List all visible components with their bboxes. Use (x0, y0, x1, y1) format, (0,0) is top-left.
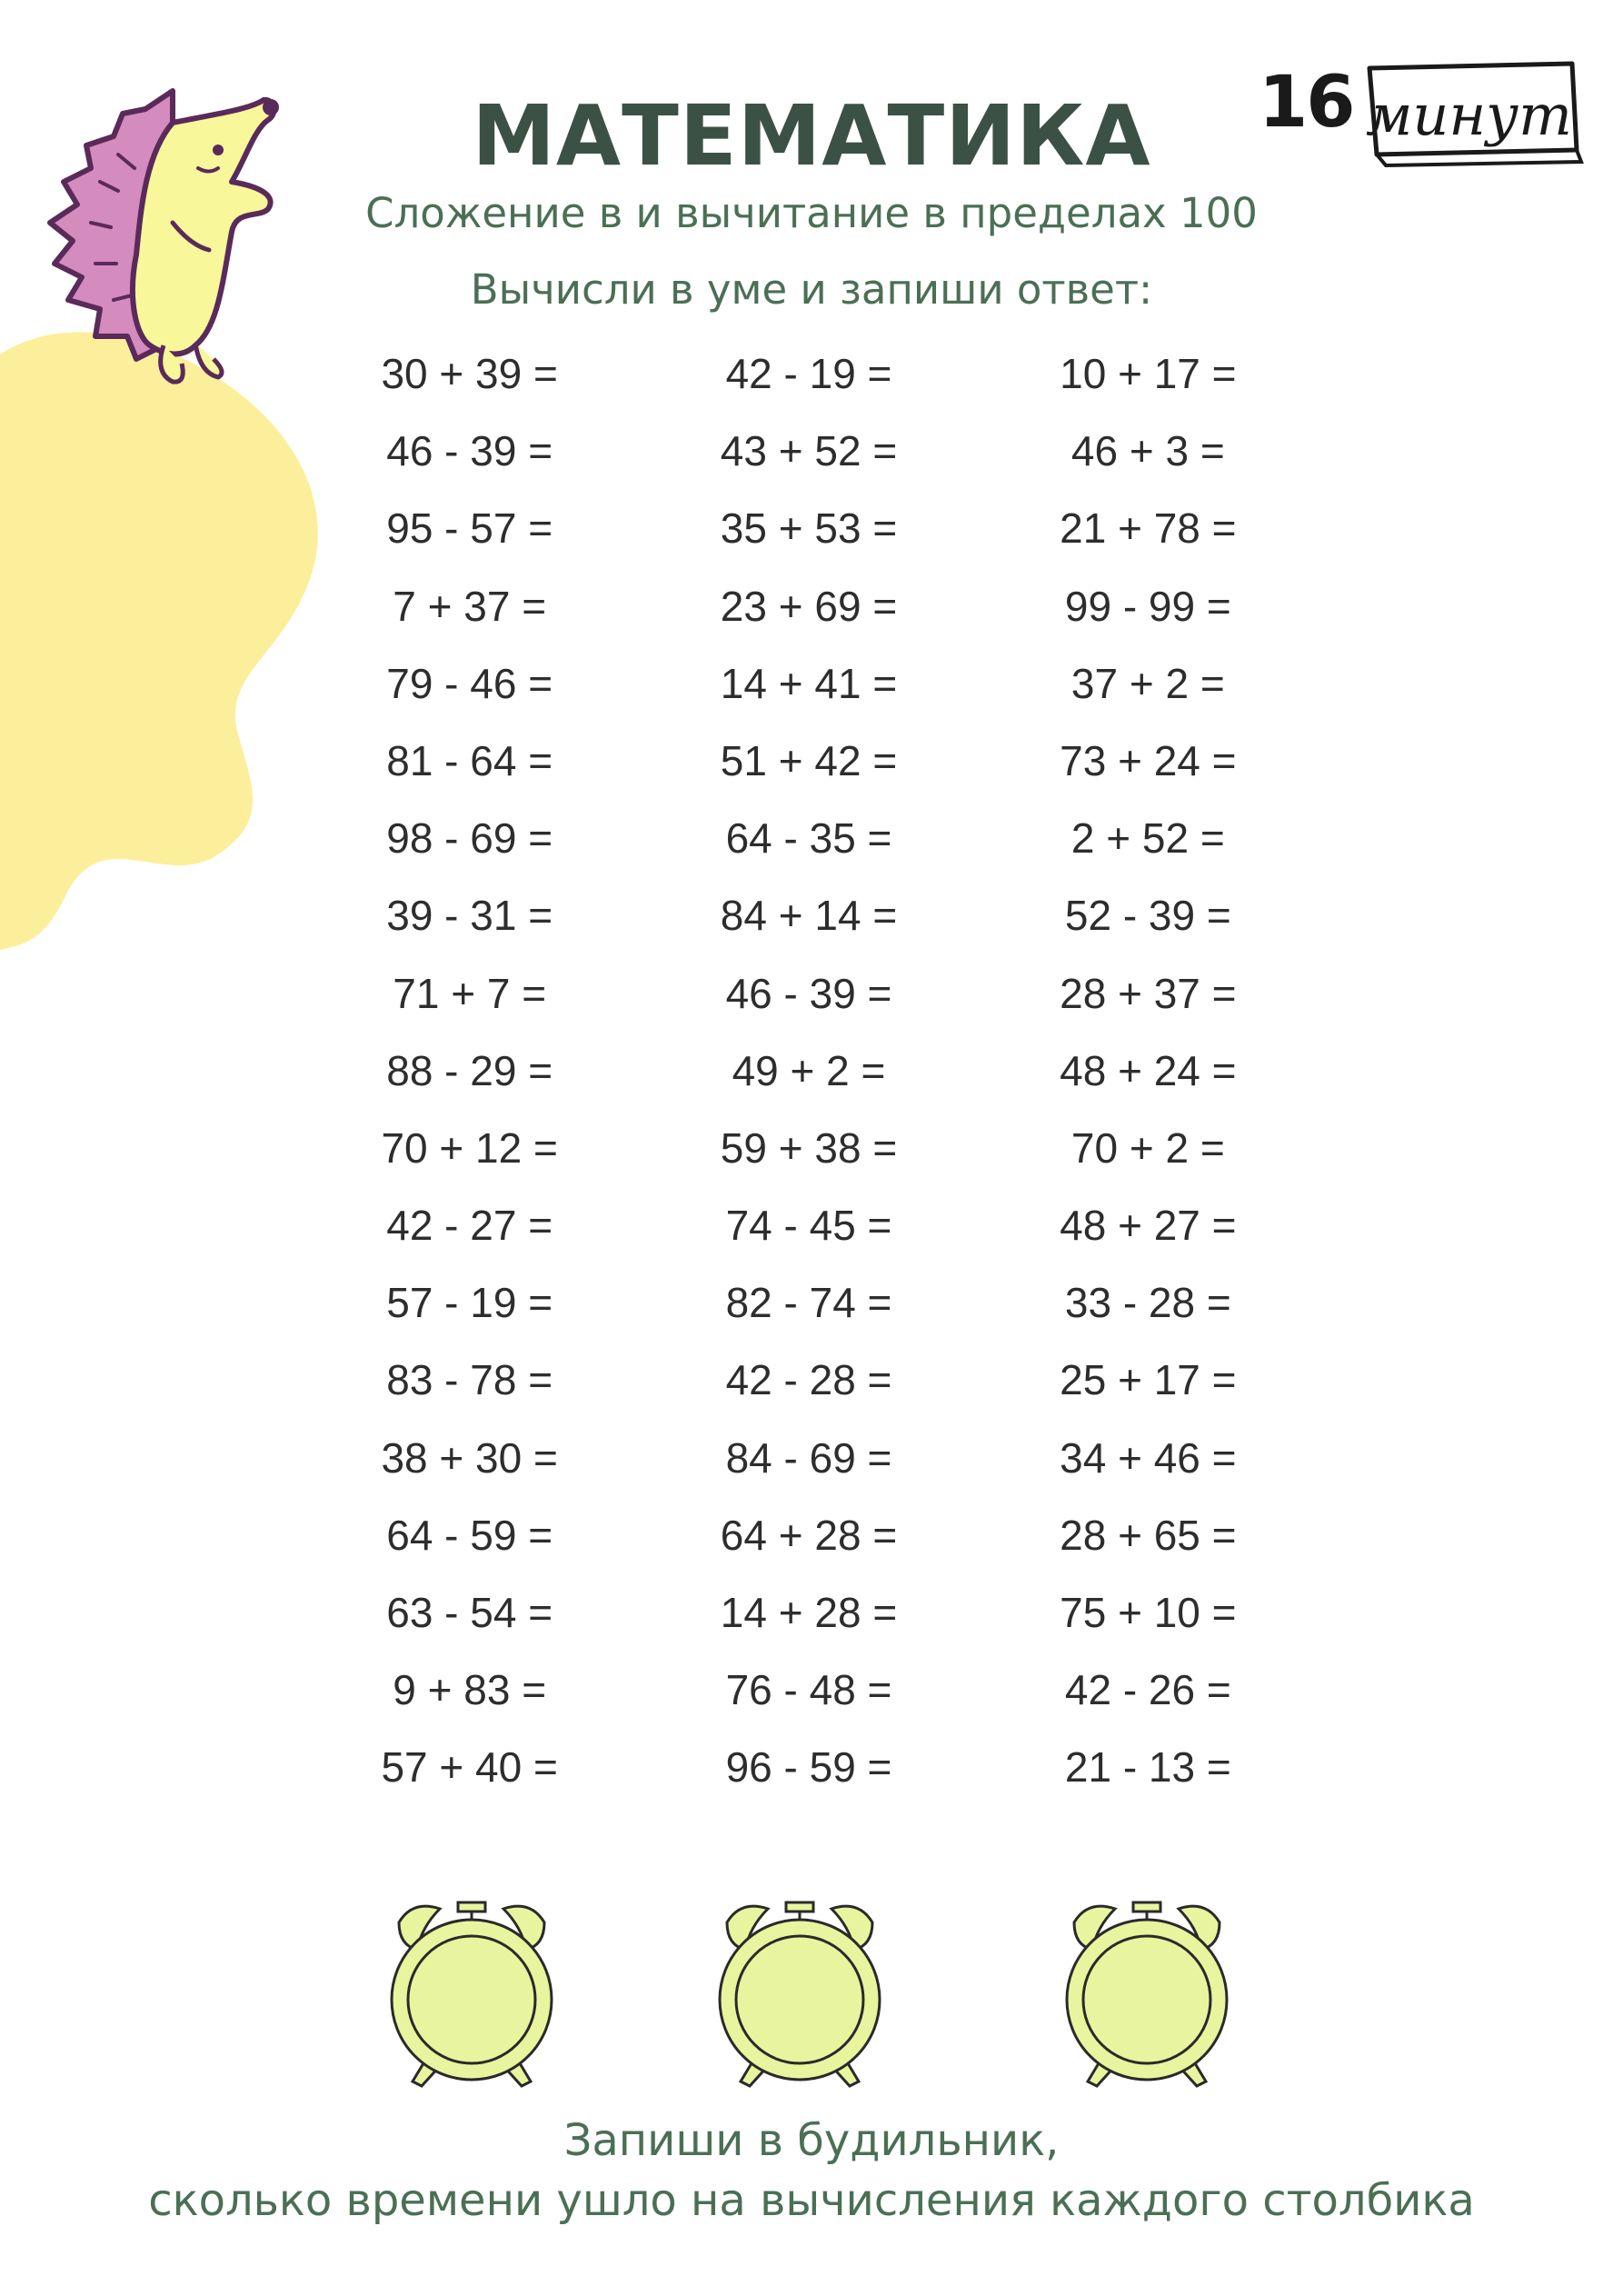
footer-instruction (0, 2111, 1623, 2231)
alarm-clock-icon (381, 1895, 563, 2095)
math-problem: 64 + 28 = (720, 1511, 898, 1559)
alarm-clocks-row (0, 1895, 1623, 2095)
math-problem: 46 - 39 = (725, 969, 892, 1017)
math-problem: 98 - 69 = (386, 814, 553, 863)
alarm-clock-icon (1056, 1895, 1238, 2095)
math-problem: 59 + 38 = (720, 1123, 898, 1172)
math-problem: 84 + 14 = (720, 892, 898, 940)
math-problem: 74 - 45 = (725, 1202, 892, 1250)
math-problem: 21 + 78 = (1060, 504, 1237, 553)
math-problem: 83 - 78 = (386, 1356, 553, 1404)
math-problem: 57 - 19 = (386, 1279, 553, 1327)
math-problem: 42 - 27 = (386, 1202, 553, 1250)
page-subtitle: Сложение в и вычитание в пределах 100 (365, 189, 1258, 237)
math-problem: 46 + 3 = (1070, 427, 1225, 475)
alarm-clock-icon (709, 1895, 891, 2095)
math-problem: 25 + 17 = (1060, 1356, 1237, 1404)
logo-number: 16 (1259, 62, 1354, 144)
math-problem: 52 - 39 = (1064, 892, 1231, 940)
math-problem: 39 - 31 = (386, 892, 553, 940)
math-problem: 96 - 59 = (725, 1743, 892, 1792)
math-problem: 37 + 2 = (1070, 659, 1225, 707)
math-problem: 48 + 24 = (1060, 1046, 1237, 1094)
math-problem: 99 - 99 = (1064, 582, 1231, 630)
math-problem: 9 + 83 = (393, 1666, 547, 1714)
math-problem: 42 - 28 = (725, 1356, 892, 1404)
math-problem: 73 + 24 = (1060, 736, 1237, 784)
math-problem: 57 + 40 = (381, 1743, 558, 1792)
math-problem: 14 + 41 = (720, 659, 898, 707)
math-problem: 30 + 39 = (381, 350, 558, 397)
math-problem: 7 + 37 = (393, 582, 547, 630)
math-problem: 82 - 74 = (725, 1279, 892, 1327)
math-problem: 84 - 69 = (725, 1433, 892, 1482)
math-problem: 95 - 57 = (386, 504, 553, 553)
math-problem: 10 + 17 = (1060, 350, 1237, 397)
instruction-text: Вычисли в уме и запиши ответ: (470, 265, 1153, 314)
math-problem: 64 - 35 = (725, 814, 892, 863)
math-problem: 21 - 13 = (1064, 1743, 1231, 1792)
math-problem: 42 - 26 = (1064, 1666, 1231, 1714)
math-problem: 70 + 12 = (381, 1123, 558, 1172)
math-problem: 23 + 69 = (720, 582, 898, 630)
logo-word: минут (1366, 82, 1572, 148)
math-problem: 76 - 48 = (725, 1666, 892, 1714)
math-problem: 2 + 52 = (1070, 814, 1225, 863)
math-problem: 70 + 2 = (1070, 1123, 1225, 1172)
math-problem: 48 + 27 = (1060, 1202, 1237, 1250)
math-problem: 43 + 52 = (720, 427, 898, 475)
math-problem: 42 - 19 = (725, 350, 892, 397)
footer-line-1: Запиши в будильник, (563, 2115, 1060, 2166)
math-problem: 34 + 46 = (1060, 1433, 1237, 1482)
math-problem: 71 + 7 = (393, 969, 547, 1017)
math-problem: 14 + 28 = (720, 1589, 898, 1636)
math-problem: 64 - 59 = (386, 1511, 553, 1559)
math-problem: 63 - 54 = (386, 1589, 553, 1636)
math-problem: 38 + 30 = (381, 1433, 558, 1482)
math-problem: 46 - 39 = (386, 427, 553, 475)
footer-line-2: сколько времени ушло на вычисления каждого столбика (148, 2175, 1475, 2226)
problems-grid (300, 341, 1318, 1812)
math-problem: 35 + 53 = (720, 504, 898, 553)
math-problem: 51 + 42 = (720, 736, 898, 784)
math-problem: 75 + 10 = (1060, 1589, 1237, 1636)
math-problem: 88 - 29 = (386, 1046, 553, 1094)
math-problem: 33 - 28 = (1064, 1279, 1231, 1327)
page-title: МАТЕМАТИКА (472, 87, 1151, 185)
math-problem: 81 - 64 = (386, 736, 553, 784)
math-problem: 49 + 2 = (732, 1046, 886, 1094)
math-problem: 28 + 65 = (1060, 1511, 1237, 1559)
math-problem: 79 - 46 = (386, 659, 553, 707)
math-problem: 28 + 37 = (1060, 969, 1237, 1017)
